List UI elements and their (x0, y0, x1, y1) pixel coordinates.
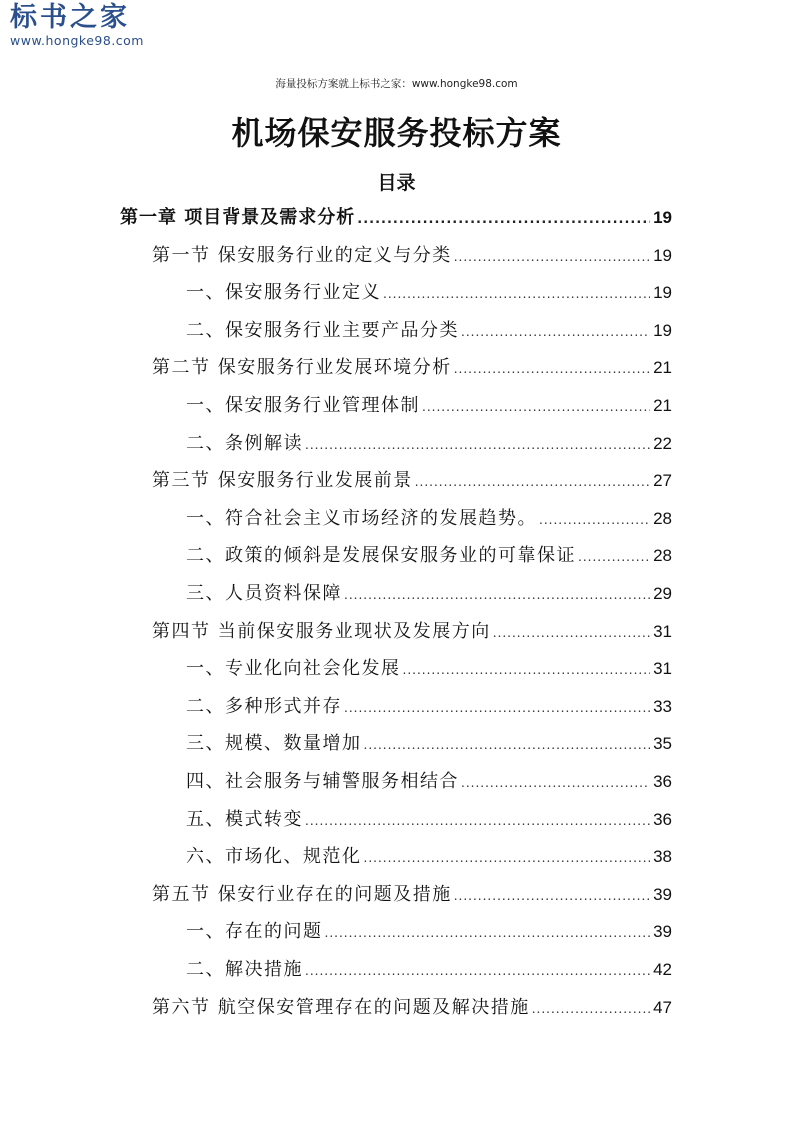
toc-leader-dots (305, 430, 650, 460)
toc-entry-page: 19 (653, 245, 672, 265)
toc-entry[interactable] (186, 429, 672, 459)
toc-entry-page: 28 (653, 508, 672, 528)
toc-entry-title: 第四节 当前保安服务业现状及发展方向 (152, 620, 491, 642)
toc-leader-dots (305, 956, 650, 986)
toc-leader-dots (454, 881, 650, 911)
toc-entry-title: 二、保安服务行业主要产品分类 (186, 319, 459, 341)
toc-entry-page: 19 (653, 320, 672, 340)
toc-entry-title: 三、规模、数量增加 (186, 733, 362, 755)
toc-entry-title: 五、模式转变 (186, 808, 303, 830)
toc-entry-title: 第二节 保安服务行业发展环境分析 (152, 357, 452, 379)
toc-entry[interactable] (152, 880, 672, 910)
toc-entry[interactable] (186, 805, 672, 835)
toc-entry-title: 第一章 项目背景及需求分析 (120, 207, 356, 228)
toc-entry[interactable] (120, 203, 672, 233)
toc-leader-dots (493, 618, 650, 648)
toc-entry-title: 六、市场化、规范化 (186, 846, 362, 868)
toc-entry-page: 21 (653, 358, 672, 378)
toc-entry[interactable] (186, 917, 672, 947)
toc-entry[interactable] (152, 617, 672, 647)
toc-entry[interactable] (186, 767, 672, 797)
toc-entry-page: 47 (653, 997, 672, 1017)
toc-entry-title: 第五节 保安行业存在的问题及措施 (152, 883, 452, 905)
logo-url: www.hongke98.com (10, 33, 144, 48)
toc-entry-page: 22 (653, 433, 672, 453)
toc-entry-title: 二、政策的倾斜是发展保安服务业的可靠保证 (186, 545, 576, 567)
toc-leader-dots (305, 806, 650, 836)
toc-entry-page: 39 (653, 922, 672, 942)
toc-entry-title: 一、保安服务行业定义 (186, 282, 381, 304)
toc-entry[interactable] (152, 993, 672, 1023)
document-title: 机场保安服务投标方案 (231, 114, 562, 152)
toc-leader-dots (403, 655, 651, 685)
logo-name: 标书之家 (10, 2, 130, 33)
toc-entry-page: 36 (653, 772, 672, 791)
toc-entry-page: 31 (653, 621, 672, 641)
toc-leader-dots (461, 768, 650, 798)
toc-entry-page: 19 (653, 208, 672, 227)
toc-entry[interactable] (186, 579, 672, 609)
toc-entry-page: 33 (653, 696, 672, 716)
toc-entry-title: 二、条例解读 (186, 432, 303, 454)
toc-entry-title: 第三节 保安服务行业发展前景 (152, 470, 413, 492)
toc-leader-dots (422, 392, 650, 422)
toc-entry-title: 一、存在的问题 (186, 921, 323, 943)
toc-leader-dots (325, 918, 651, 948)
toc-leader-dots (539, 505, 650, 535)
toc-entry[interactable] (152, 466, 672, 496)
toc-entry[interactable] (186, 692, 672, 722)
toc-entry-title: 一、保安服务行业管理体制 (186, 395, 420, 416)
toc-entry-page: 19 (653, 283, 672, 303)
toc-entry-page: 21 (653, 396, 672, 415)
toc-entry[interactable] (186, 729, 672, 759)
toc-leader-dots (415, 467, 650, 497)
toc-leader-dots (461, 317, 650, 347)
toc-entry[interactable] (186, 316, 672, 346)
toc-heading: 目录 (377, 172, 416, 194)
toc-leader-dots (578, 542, 650, 572)
toc-entry-title: 一、专业化向社会化发展 (186, 658, 401, 680)
toc-entry[interactable] (186, 654, 672, 684)
toc-entry-title: 第六节 航空保安管理存在的问题及解决措施 (152, 996, 530, 1018)
toc-entry-page: 28 (653, 546, 672, 566)
toc-entry-page: 35 (653, 734, 672, 754)
toc-leader-dots (344, 580, 650, 610)
toc-entry-page: 39 (653, 884, 672, 904)
toc-leader-dots (357, 205, 650, 235)
toc-entry[interactable] (186, 541, 672, 571)
toc-leader-dots (364, 730, 651, 760)
toc-entry-page: 31 (653, 659, 672, 679)
toc-leader-dots (532, 994, 650, 1024)
toc-leader-dots (454, 354, 650, 384)
toc-entry-title: 二、多种形式并存 (186, 695, 342, 717)
toc-leader-dots (364, 843, 651, 873)
toc-entry-title: 三、人员资料保障 (186, 583, 342, 604)
toc-entry-page: 42 (653, 960, 672, 979)
toc-entry-title: 四、社会服务与辅警服务相结合 (186, 771, 459, 792)
toc-entry-page: 27 (653, 471, 672, 491)
toc-entry[interactable] (152, 241, 672, 271)
site-logo[interactable] (10, 2, 144, 48)
toc-entry-page: 36 (653, 809, 672, 829)
toc-entry-title: 第一节 保安服务行业的定义与分类 (152, 244, 452, 266)
toc-leader-dots (383, 279, 650, 309)
toc-entry[interactable] (186, 391, 672, 421)
toc-entry[interactable] (186, 504, 672, 534)
toc-entry-title: 二、解决措施 (186, 959, 303, 980)
toc-entry[interactable] (152, 353, 672, 383)
toc-entry-title: 一、符合社会主义市场经济的发展趋势。 (186, 507, 537, 529)
toc-leader-dots (344, 693, 650, 723)
toc-entry[interactable] (186, 278, 672, 308)
toc-entry-page: 38 (653, 847, 672, 867)
toc-leader-dots (454, 242, 650, 272)
header-note: 海量投标方案就上标书之家：www.hongke98.com (275, 78, 518, 90)
toc-entry-page: 29 (653, 584, 672, 603)
toc-entry[interactable] (186, 955, 672, 985)
toc-entry[interactable] (186, 842, 672, 872)
